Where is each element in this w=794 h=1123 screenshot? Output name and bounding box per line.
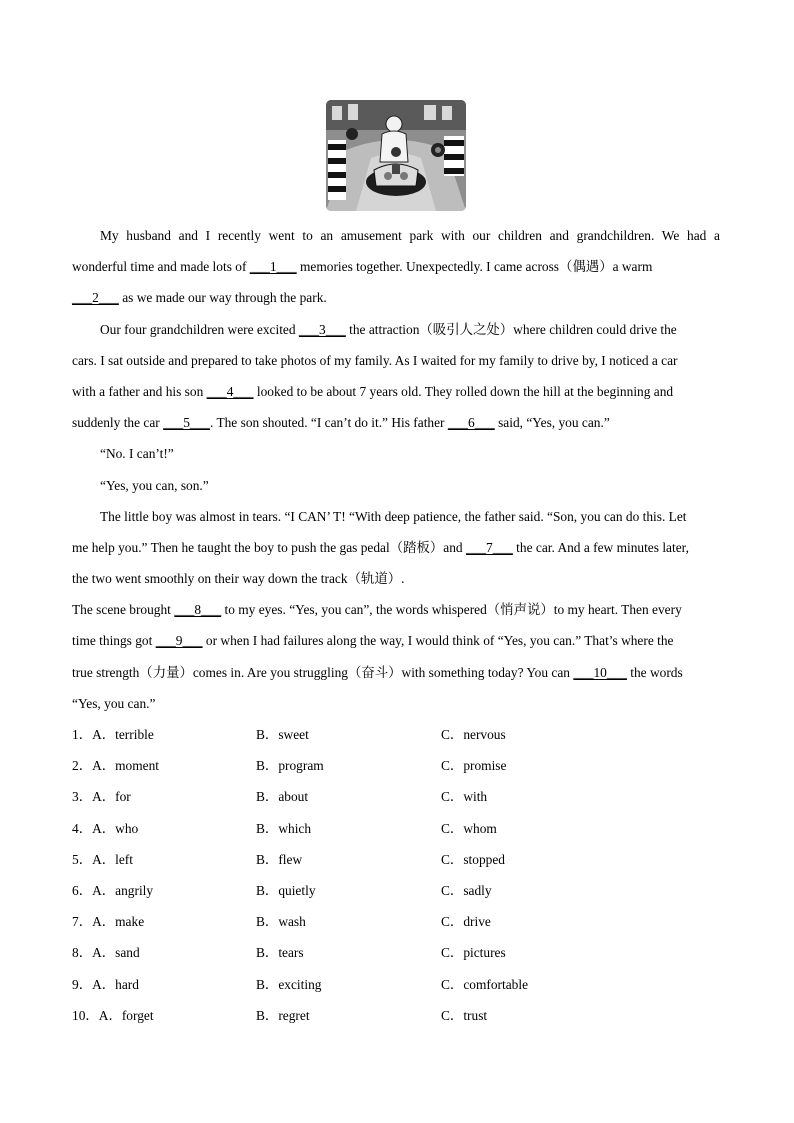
option-b[interactable]: B．about xyxy=(256,789,309,805)
blank-2: ___2___ xyxy=(72,290,119,306)
reading-passage xyxy=(72,220,720,719)
paragraph-6-line-1: The scene brought ___8___ to my eyes. “Yes, you can”, the words whispered（悄声说）to my heart. Then every xyxy=(72,602,682,618)
question-row xyxy=(72,906,720,937)
option-a[interactable]: 1．A．terrible xyxy=(72,727,154,742)
option-b[interactable]: B．regret xyxy=(256,1007,310,1023)
option-c[interactable]: C．sadly xyxy=(441,882,492,898)
option-b[interactable]: B．which xyxy=(256,820,312,836)
question-row xyxy=(72,750,720,781)
option-a[interactable]: 6．A．angrily xyxy=(72,882,154,898)
blank-4: ___4___ xyxy=(206,383,254,399)
question-row xyxy=(72,844,720,875)
option-c[interactable]: C．stopped xyxy=(441,851,505,867)
question-row xyxy=(72,1000,720,1031)
question-row xyxy=(72,969,720,1000)
go-kart-icon xyxy=(326,100,466,211)
blank-9: ___9___ xyxy=(155,633,203,649)
option-c[interactable]: C．pictures xyxy=(441,945,506,961)
paragraph-2-line-4: suddenly the car ___5___. The son shouted. “I can’t do it.” His father ___6___ said, “Yes, you can.” xyxy=(72,415,610,431)
paragraph-1-line-1: My husband and I recently went to an amusement park with our children and grandchildren. We had a xyxy=(100,228,720,243)
option-a[interactable]: 10．A．forget xyxy=(72,1007,154,1023)
paragraph-1-line-3: ___2___ as we made our way through the park. xyxy=(72,290,327,306)
blank-5: ___5___ xyxy=(163,415,210,431)
paragraph-2-line-3: with a father and his son ___4___ looked to be about 7 years old. They rolled down the hill at the beginning and xyxy=(72,383,674,399)
option-a[interactable]: 9．A．hard xyxy=(72,976,139,992)
option-c[interactable]: C．promise xyxy=(441,758,507,774)
blank-3: ___3___ xyxy=(298,321,346,337)
paragraph-6-line-3: true strength（力量）comes in. Are you struggling（奋斗）with something today? You can ___10___ the words xyxy=(72,664,683,680)
option-a[interactable]: 4．A．who xyxy=(72,820,139,836)
paragraph-6-line-4: “Yes, you can.” xyxy=(72,695,156,711)
option-a[interactable]: 5．A．left xyxy=(72,851,133,867)
question-row xyxy=(72,781,720,812)
question-row xyxy=(72,719,720,750)
blank-6: ___6___ xyxy=(447,415,495,431)
paragraph-4: “Yes, you can, son.” xyxy=(100,477,209,493)
question-row xyxy=(72,875,720,906)
paragraph-5-line-1: The little boy was almost in tears. “I CAN’ T! “With deep patience, the father said. “Son, you can do this. Let xyxy=(100,508,687,524)
option-a[interactable]: 3．A．for xyxy=(72,789,131,805)
paragraph-1-line-2: wonderful time and made lots of ___1___ memories together. Unexpectedly. I came across（偶遇）a warm xyxy=(72,259,653,275)
paragraph-5-line-2: me help you.” Then he taught the boy to push the gas pedal（踏板）and ___7___ the car. And a few minutes later, xyxy=(72,539,689,555)
go-kart-illustration xyxy=(326,100,466,211)
option-c[interactable]: C．whom xyxy=(441,820,497,836)
blank-1: ___1___ xyxy=(249,259,297,275)
option-b[interactable]: B．sweet xyxy=(256,727,309,742)
blank-8: ___8___ xyxy=(174,602,222,618)
option-a[interactable]: 2．A．moment xyxy=(72,758,160,774)
answer-options xyxy=(72,719,720,1031)
paragraph-5-line-3: the two went smoothly on their way down the track（轨道）. xyxy=(72,571,405,587)
option-b[interactable]: B．flew xyxy=(256,851,303,867)
paragraph-2-line-1: Our four grandchildren were excited ___3___ the attraction（吸引人之处）where children could drive the xyxy=(100,321,677,337)
option-b[interactable]: B．wash xyxy=(256,914,306,930)
paragraph-3: “No. I can’t!” xyxy=(100,446,174,462)
option-b[interactable]: B．exciting xyxy=(256,976,322,992)
option-b[interactable]: B．tears xyxy=(256,945,304,961)
option-c[interactable]: C．with xyxy=(441,789,488,805)
option-a[interactable]: 8．A．sand xyxy=(72,945,140,961)
paragraph-2-line-2: cars. I sat outside and prepared to take photos of my family. As I waited for my family to drive by, I noticed a car xyxy=(72,352,678,368)
option-c[interactable]: C．trust xyxy=(441,1007,488,1023)
question-row xyxy=(72,813,720,844)
option-b[interactable]: B．quietly xyxy=(256,882,316,898)
question-row xyxy=(72,937,720,968)
blank-10: ___10___ xyxy=(573,664,627,680)
blank-7: ___7___ xyxy=(465,539,513,555)
option-c[interactable]: C．drive xyxy=(441,914,491,930)
option-c[interactable]: C．nervous xyxy=(441,727,506,742)
paragraph-6-line-2: time things got ___9___ or when I had failures along the way, I would think of “Yes, you can.” That’s where the xyxy=(72,633,674,649)
option-c[interactable]: C．comfortable xyxy=(441,976,529,992)
option-a[interactable]: 7．A．make xyxy=(72,914,145,930)
option-b[interactable]: B．program xyxy=(256,758,324,774)
